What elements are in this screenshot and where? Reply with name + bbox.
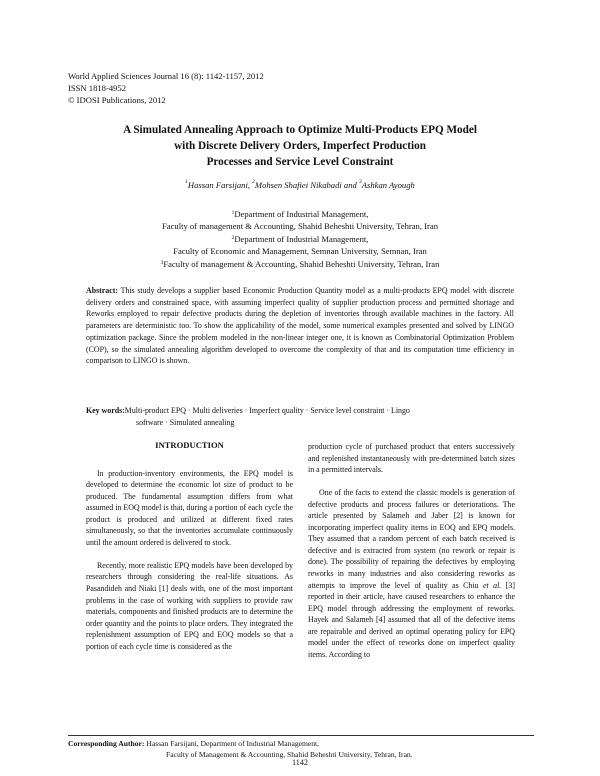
author-list — [60, 180, 540, 190]
abstract — [86, 285, 514, 367]
affiliation-3 — [60, 258, 540, 270]
corresponding-line-2: Faculty of Management & Accounting, Shahid Beheshti University, Tehran, Iran. — [166, 749, 413, 759]
journal-issn: ISSN 1818-4952 — [68, 83, 127, 93]
title-line-1: A Simulated Annealing Approach to Optimize Multi-Products EPQ Model — [123, 124, 477, 136]
title-line-3: Processes and Service Level Constraint — [206, 156, 394, 168]
keywords-line-1 — [86, 405, 514, 417]
author-3-marker: 3 — [358, 179, 362, 185]
left-column — [86, 440, 293, 652]
journal-citation: World Applied Sciences Journal 16 (8): 1142-1157, 2012 — [68, 71, 264, 81]
paper-title — [60, 122, 540, 170]
affiliation-1-text: Department of Industrial Management, — [234, 209, 369, 219]
page-number: 1142 — [291, 758, 309, 767]
right-column — [308, 441, 515, 660]
journal-copyright: © IDOSI Publications, 2012 — [68, 95, 166, 105]
corresponding-text-1: Hassan Farsijani, Department of Industrial Management, — [146, 739, 320, 748]
abstract-text: This study develops a supplier based Economic Production Quantity model as a multi-products EPQ model with discrete delivery orders and constrained space, with assuming imperfect quality of supplier production process and permitted shortage and Reworks employed to repair defective products during the depletion of inventories through available machines in the factory. All parameters are deterministic too. To show the applicability of the model, some numerical examples presented and solved by LINGO optimization package. Since the problem modeled in the non-linear integer one, it is known as Combinatorial Optimization Problem (COP), so the simulated annealing algorithm developed to overcome the complexity of that and its computation time efficiency in comparison to LINGO is shown. — [86, 286, 514, 366]
title-line-2: with Discrete Delivery Orders, Imperfect Production — [174, 140, 426, 152]
intro-paragraph-4 — [308, 487, 515, 660]
keywords — [86, 405, 514, 428]
keywords-line-2: software · Simulated annealing — [136, 417, 235, 427]
affiliation-2-dept — [60, 233, 540, 245]
affiliation-3-text: Faculty of management & Accounting, Shahid Beheshti University, Tehran, Iran — [163, 258, 440, 269]
intro-paragraph-4-a: One of the facts to extend the classic models is generation of defective products and process failures or deteriorations. The article presented by Salameh and Jaber [2] is known for incorporating imperfect quality items in EOQ and EPQ models. They assumed that a random percent of each batch received is defective and is extracted from system (no rework or repair is done). The possibility of repairing the defectives by employing reworks in many industries and also considering reworks as attempts to improve the level of quality as Chiu — [308, 488, 515, 590]
intro-paragraph-4-b: [3] reported in their article, have caused researchers to enhance the EPQ model through addressing the employment of reworks. Hayek and Salameh [4] assumed that all of the defective items are repairable and derived an optimal operating policy for EPQ model under the effect of reworks done on imperfect quality items. According to — [308, 580, 515, 659]
affiliations — [60, 208, 540, 270]
corresponding-label: Corresponding Author: — [68, 739, 145, 748]
affiliation-2-text: Department of Industrial Management, — [234, 233, 369, 244]
affiliation-1-faculty: Faculty of management & Accounting, Shahid Beheshti University, Tehran, Iran — [161, 221, 438, 232]
corresponding-line-1 — [68, 739, 413, 750]
author-3: Ashkan Ayough — [361, 180, 415, 190]
author-2-marker: 2 — [252, 179, 255, 185]
affiliation-2-marker: 2 — [231, 234, 235, 241]
affiliation-3-marker: 3 — [160, 259, 164, 266]
corresponding-author — [68, 739, 413, 760]
intro-paragraph-4-etal: et al. — [482, 580, 502, 590]
author-1-marker: 1 — [185, 179, 188, 185]
affiliation-2-faculty: Faculty of Economic and Management, Semnan University, Semnan, Iran — [173, 246, 427, 257]
affiliation-1-dept — [60, 208, 540, 220]
keywords-label: Key words: — [86, 406, 125, 415]
section-heading: INTRODUCTION — [155, 440, 224, 450]
affiliation-1-marker: 1 — [231, 210, 235, 216]
intro-paragraph-3: production cycle of purchased product that enters successively and replenished instantaneously with pre-determined batch sizes in a permitted intervals. — [308, 442, 515, 475]
footnote-divider — [68, 735, 534, 736]
author-2: Mohsen Shafiei Nikabadi and — [254, 180, 359, 190]
author-1: Hassan Farsijani, — [187, 180, 253, 190]
keywords-text-1: Multi-product EPQ · Multi deliveries · Imperfect quality · Service level constraint · Lingo — [124, 406, 410, 415]
journal-header — [68, 70, 264, 106]
intro-paragraph-2: Recently, more realistic EPQ models have been developed by researchers through considering the real-life situations. As Pasandideh and Niaki [1] deals with, one of the most important problems in the case of working with suppliers to provide raw materials, components and finished products are to determine the order quantity and the points to place orders. They integrated the replenishment assumption of EPQ and EOQ models so that a portion of each cycle time is considered as the — [86, 560, 293, 651]
intro-paragraph-1: In production-inventory environments, the EPQ model is developed to determine the economic lot size of product to be produced. The fundamental assumption differs from what assumed in EOQ model is that, during a portion of each cycle the product is produced and utilized at different fixed rates simultaneously, so that the inventories accumulate continuously until the amount ordered is delivered to stock. — [86, 468, 293, 547]
abstract-label: Abstract: — [86, 286, 118, 295]
